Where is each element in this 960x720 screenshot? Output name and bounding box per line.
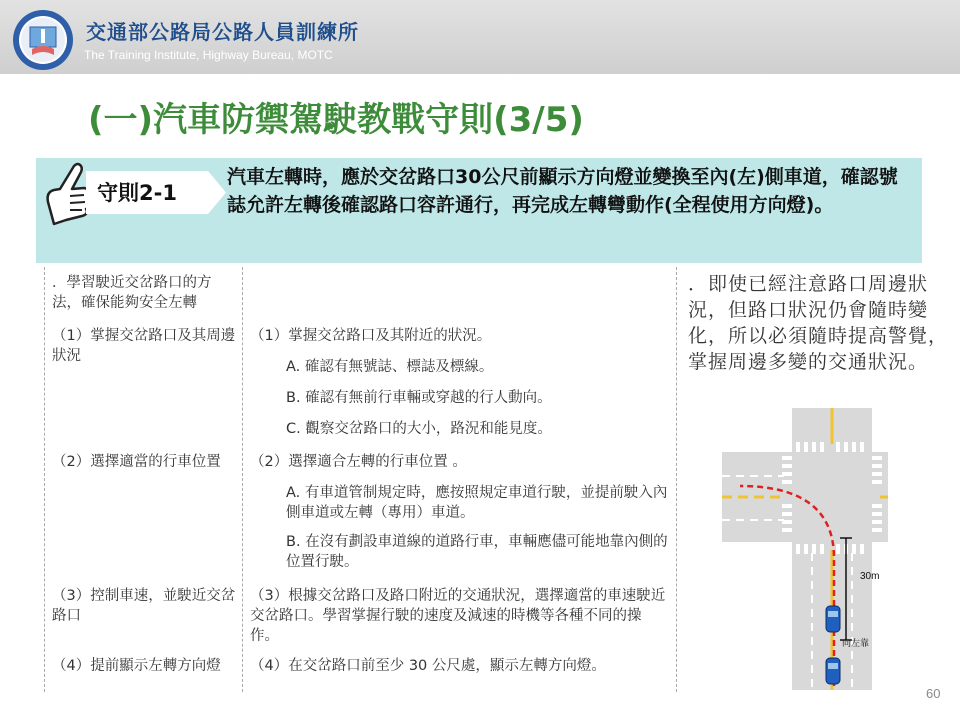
table-row-1-sub-c: C. 觀察交岔路口的大小，路況和能見度。 [286,421,552,437]
org-name-english: The Training Institute, Highway Bureau, MOTC [84,48,333,62]
distance-label: 30m [860,571,880,582]
page-number: 60 [926,686,941,701]
lane-label: 向左靠 [842,639,870,649]
table-divider-middle [242,267,243,692]
side-note: ．即使已經注意路口周邊狀況，但路口狀況仍會隨時變化，所以必須隨時提高警覺，掌握周邊多變的交通狀況。 [688,273,949,373]
car-icon [826,606,840,632]
table-row-1-left: （1）掌握交岔路口及其周邊狀況 [52,328,236,364]
table-row-1-right: （1）掌握交岔路口及其附近的狀況。 [250,328,492,344]
header-bar [0,0,960,74]
rule-description: 汽車左轉時，應於交岔路口30公尺前顯示方向燈並變換至內(左)側車道，確認號誌允許左轉後確認路口容許通行，再完成左轉彎動作(全程使用方向燈)。 [227,166,898,216]
table-row-2-right: （2）選擇適合左轉的行車位置 。 [250,454,467,470]
table-row-3-right: （3）根據交岔路口及路口附近的交通狀況，選擇適當的車速駛近交岔路口。學習掌握行駛的速度及減速的時機等各種不同的操作。 [250,588,666,644]
institute-logo-icon [12,9,74,71]
table-intro: ．學習駛近交岔路口的方法，確保能夠安全左轉 [52,275,212,311]
table-row-2-sub-a: A. 有車道管制規定時，應按照規定車道行駛，並提前駛入內側車道或左轉（專用）車道。 [286,485,668,521]
car-icon-2 [826,658,840,684]
table-divider-left [44,267,45,692]
table-divider-right [676,267,677,692]
table-row-4-right: （4）在交岔路口前至少 30 公尺處，顯示左轉方向燈。 [250,658,606,674]
left-turn-intersection-diagram [722,408,888,690]
table-row-1-sub-b: B. 確認有無前行車輛或穿越的行人動向。 [286,390,552,406]
table-row-4-left: （4）提前顯示左轉方向燈 [52,658,221,674]
page-title: (一)汽車防禦駕駛教戰守則(3/5) [88,100,584,140]
org-name-chinese: 交通部公路局公路人員訓練所 [86,20,359,44]
table-row-2-left: （2）選擇適當的行車位置 [52,454,221,470]
table-row-3-left: （3）控制車速，並駛近交岔路口 [52,588,236,624]
table-row-2-sub-b: B. 在沒有劃設車道線的道路行車，車輛應儘可能地靠內側的位置行駛。 [286,534,668,570]
table-row-1-sub-a: A. 確認有無號誌、標誌及標線。 [286,359,494,375]
rule-tag-label: 守則2-1 [97,181,177,205]
